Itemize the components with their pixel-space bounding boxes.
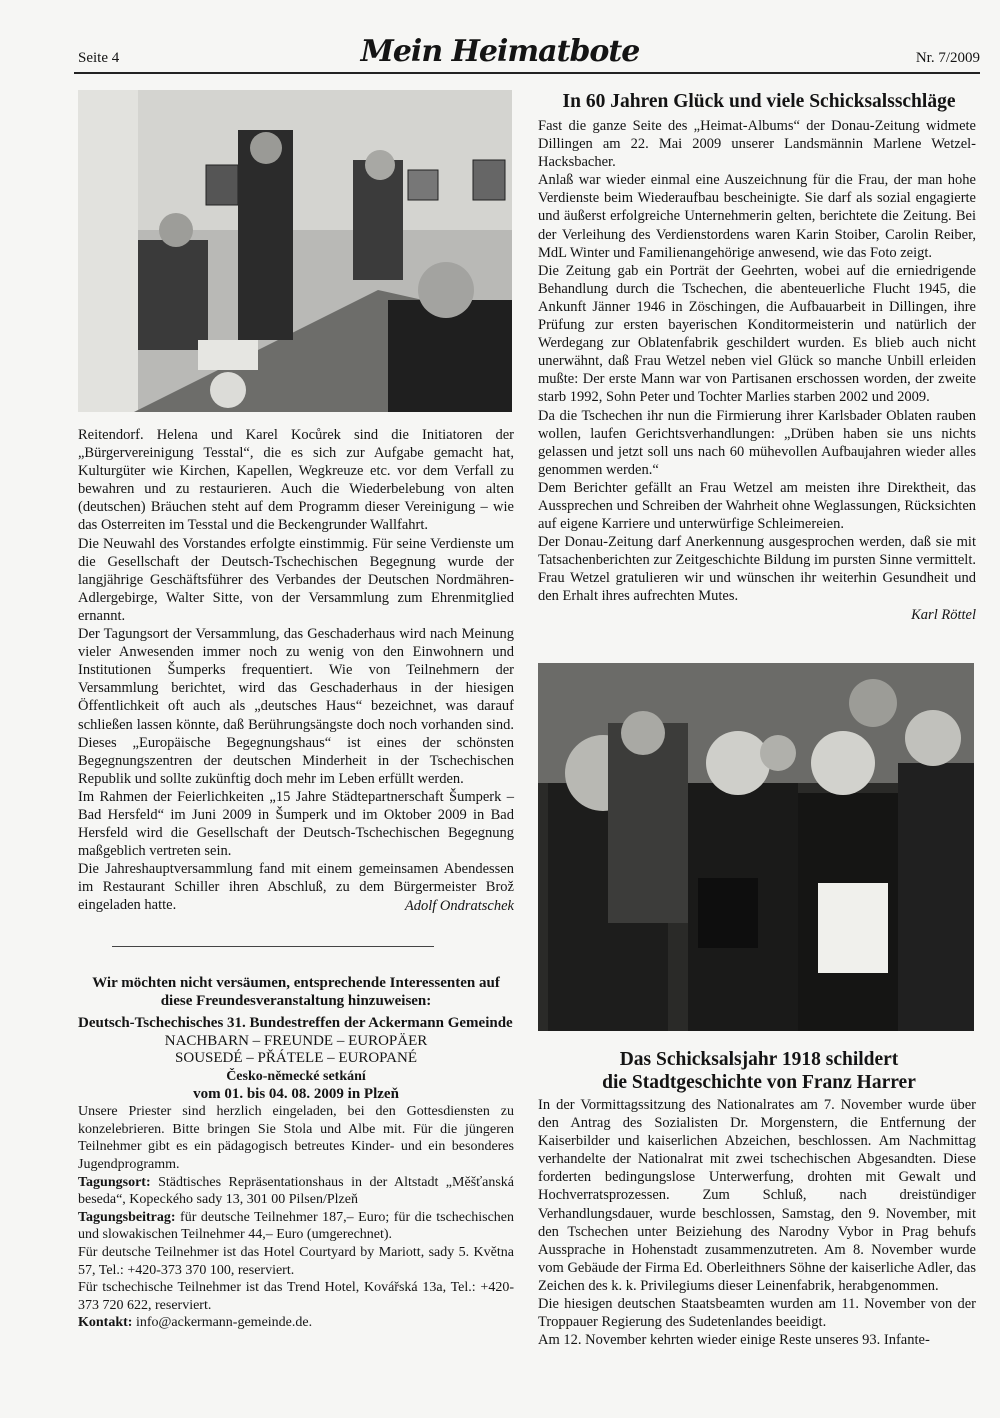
section-divider — [112, 946, 434, 947]
article-headline-2 — [536, 1048, 982, 1094]
bottom-article — [538, 1096, 976, 1349]
event-notice — [78, 975, 514, 1332]
venue-line — [78, 1174, 514, 1209]
article-paragraph: Da die Tschechen ihr nun die Firmierung ihrer Karlsbader Oblaten rauben wollen, laufen Gerichtsverhandlungen: „Drüben haben sie uns nichts gelassen und jetzt soll uns nach 60 mühevollen Aufbaujahren wieder alles genommen werden.“ — [538, 407, 976, 478]
article-paragraph: Anlaß war wieder einmal eine Auszeichnung für die Frau, der man hohe Verdienste beim Wiederaufbau bescheinigte. Sie darf als sozial engagierte und äußerst erfolgreiche Unternehmerin gelten, berichtete die Zeitung. Bei der Verleihung des Verdienstordens waren Karin Stoiber, Carolin Reiber, MdL Winter und Familienangehörige anwesend, wie das Foto zeigt. — [538, 172, 976, 261]
article-paragraph: Die hiesigen deutschen Staatsbeamten wurden am 11. November von der Troppauer Regierung des Sudetenlandes beeidigt. — [538, 1296, 976, 1331]
right-article — [538, 117, 976, 624]
motto-cz: SOUSEDÉ – PŘÁTELE – EUROPANÉ — [175, 1050, 417, 1067]
group-photo — [538, 663, 974, 1031]
headline-line: Das Schicksalsjahr 1918 schildert — [619, 1049, 899, 1070]
hotel-cz: Für tschechische Teilnehmer ist das Trend Hotel, Kovářská 13a, Tel.: +420-373 720 622, reserviert. — [78, 1280, 514, 1313]
article-paragraph: Die Jahreshauptversammlung fand mit einem gemeinsamen Abendessen im Restaurant Schiller ihren Abschluß, zu dem Bürgermeister Brož eingeladen hatte. — [78, 861, 514, 914]
article-paragraph: Am 12. November kehrten wieder einige Reste unseres 93. Infante- — [538, 1332, 930, 1349]
contact-line — [78, 1314, 514, 1332]
fee-label: Tagungsbeitrag: — [78, 1209, 176, 1225]
venue-text: Städtisches Repräsentationshaus in der Altstadt „Měšťanská beseda“, Kopeckého sady 13, 301 00 Pilsen/Plzeň — [78, 1174, 514, 1208]
article-author: Adolf Ondratschek — [404, 897, 514, 914]
hotel-de: Für deutsche Teilnehmer ist das Hotel Courtyard by Mariott, sady 5. Května 57, Tel.: +420-373 370 100, reserviert. — [78, 1244, 514, 1278]
header-divider — [74, 72, 980, 74]
venue-label: Tagungsort: — [78, 1174, 151, 1190]
article-author: Karl Röttel — [911, 606, 976, 623]
article-paragraph: In der Vormittagssitzung des Nationalrates am 7. November wurde über den Antrag des Sozialisten Dr. Morgenstern, die Entfernung der Kaiserbilder und kaiserlichen Abzeichen, beschlossen. Am Nachmittag verhandelte der Nationalrat mit zwei tschechischen Abgesandten. Diese forderten bedingungslose Unterwerfung, drohten mit Gewalt und Hochverratsprozessen. Zum Schluß, nach dreistündiger Verhandlungsdauer, wurde beschlossen, Samstag, den 9. November, mit den Tschechen unter Beiziehung des Narodny Vybor in Prag behufs Aussprache in Hohenstadt zusammenzutreten. Am 8. November wurde vom Gebäude der Firma Ed. Oberleithners Söhne der kaiserliche Adler, das Zeichen des k. k. Privilegiums dieser Leinenfabrik, herabgenommen. — [538, 1097, 976, 1294]
article-paragraph: Die Zeitung gab ein Porträt der Geehrten, wobei auf die erniedrigende Behandlung durch die Tschechen, die abenteuerliche Flucht 1945, die Ankunft Jänner 1946 in Zöschingen, die Aufbauarbeit in Dillingen, ihre Prüfung zur ersten bayerischen Konditormeisterin und natürlich der Werdegang zur Oblatenfabrik geschildert wurden. Es blieb auch nicht unerwähnt, daß Frau Wetzel neben viel Glück so manche Unbill erleiden mußte: Der erste Mann war von Partisanen erschossen worden, der zweite starb 1992, Sohn Peter und Tochter Marlies starben 2002 und 2009. — [538, 262, 976, 406]
article-paragraph: Im Rahmen der Feierlichkeiten „15 Jahre Städtepartnerschaft Šumperk – Bad Hersfeld“ im Juni 2009 in Šumperk und im Oktober 2009 in Bad Hersfeld wird die Gesellschaft der Deutsch-Tschechischen Begegnung maßgeblich vertreten sein. — [78, 788, 514, 860]
left-article — [78, 426, 514, 915]
event-dates: vom 01. bis 04. 08. 2009 in Plzeň — [193, 1085, 399, 1102]
article-paragraph: Fast die ganze Seite des „Heimat-Albums“ der Donau-Zeitung widmete Dillingen am 22. Mai 2009 unserer Landsmännin Marlene Wetzel-Hacksbacher. — [538, 118, 976, 171]
fee-line — [78, 1209, 514, 1244]
meeting-photo — [78, 90, 512, 412]
article-paragraph: Der Tagungsort der Versammlung, das Geschaderhaus wird nach Meinung vieler Anwesenden immer noch zu wenig von den Einwohnern und Institutionen Šumperks frequentiert. Wie von Teilnehmern der Versammlung berichtet, wird das Geschaderhaus in der hiesigen Öffentlichkeit oft auch als „deutsches Haus“ bezeichnet, was darauf schließen lassen könnte, daß Berührungsängste doch noch vorhanden sind. Dieses „Europäische Begegnungshaus“ ist eines der schönsten Begegnungszentren der deutschen Minderheit in der Tschechischen Republik und sollte zukünftig doch mehr im Leben erfüllt werden. — [78, 626, 514, 787]
article-paragraph: Die Neuwahl des Vorstandes erfolgte einstimmig. Für seine Verdienste um die Gesellschaft der Deutsch-Tschechischen Begegnung wurde der langjährige Geschäftsführer des Verbandes der Deutschen Nordmähren-Adlergebirge, Walter Sitte, von der Versammlung zum Ehrenmitglied ernannt. — [78, 535, 514, 624]
masthead-logo: Mein Heimatbote — [360, 34, 640, 69]
page-number: Seite 4 — [78, 50, 120, 66]
headline-line: die Stadtgeschichte von Franz Harrer — [602, 1072, 916, 1093]
notice-heading: Wir möchten nicht versäumen, entsprechende Interessenten auf diese Freundesveranstaltung hinzuweisen: — [92, 975, 500, 1009]
notice-text: Unsere Priester sind herzlich eingeladen, bei den Gottesdiensten zu konzelebrieren. Bitte bringen Sie Stola und Albe mit. Für die jüngeren Teilnehmer gibt es ein pädagogisch betreutes Kinder- und ein besonderes Jugendprogramm. — [78, 1104, 514, 1172]
event-title: Deutsch-Tschechisches 31. Bundestreffen der Ackermann Gemeinde — [78, 1015, 513, 1032]
article-headline: In 60 Jahren Glück und viele Schicksalsschläge — [562, 91, 956, 112]
issue-number: Nr. 7/2009 — [915, 50, 980, 66]
contact-email: info@ackermann-gemeinde.de. — [135, 1315, 313, 1331]
article-paragraph: Dem Berichter gefällt an Frau Wetzel am meisten ihre Direktheit, das Aussprechen und Schreiben der Wahrheit ohne Weglassungen, Rücksichten auf eigene Karriere und unterwürfige Schleimereien. — [538, 479, 976, 533]
subtitle-cz: Česko-německé setkání — [226, 1068, 366, 1084]
article-paragraph: Reitendorf. Helena und Karel Kocůrek sind die Initiatoren der „Bürgervereinigung Tesstal“, die es sich zur Aufgabe gemacht hat, Kulturgüter wie Kirchen, Kapellen, Wegkreuze etc. vor dem Verfall zu bewahren und zu restaurieren. Auch die Wiederbelebung von alten (deutschen) Bräuchen steht auf dem Programm dieser Vereinigung – wie das Osterreiten im Tesstal und die Beckengrunder Wallfahrt. — [78, 427, 514, 534]
fee-text: für deutsche Teilnehmer 187,– Euro; für die tschechischen und slowakischen Teilnehmer 44,– Euro (umgerechnet). — [78, 1209, 515, 1243]
contact-label: Kontakt: — [78, 1315, 133, 1331]
motto-de: NACHBARN – FREUNDE – EUROPÄER — [164, 1032, 428, 1049]
article-paragraph: Der Donau-Zeitung darf Anerkennung ausgesprochen werden, daß sie mit Tatsachenberichten zur Zeitgeschichte Bildung im pursten Sinne vermittelt. Frau Wetzel gratulieren wir und wünschen ihr weiterhin Gesundheit und den Erhalt ihres aufrechten Mutes. — [538, 534, 976, 605]
